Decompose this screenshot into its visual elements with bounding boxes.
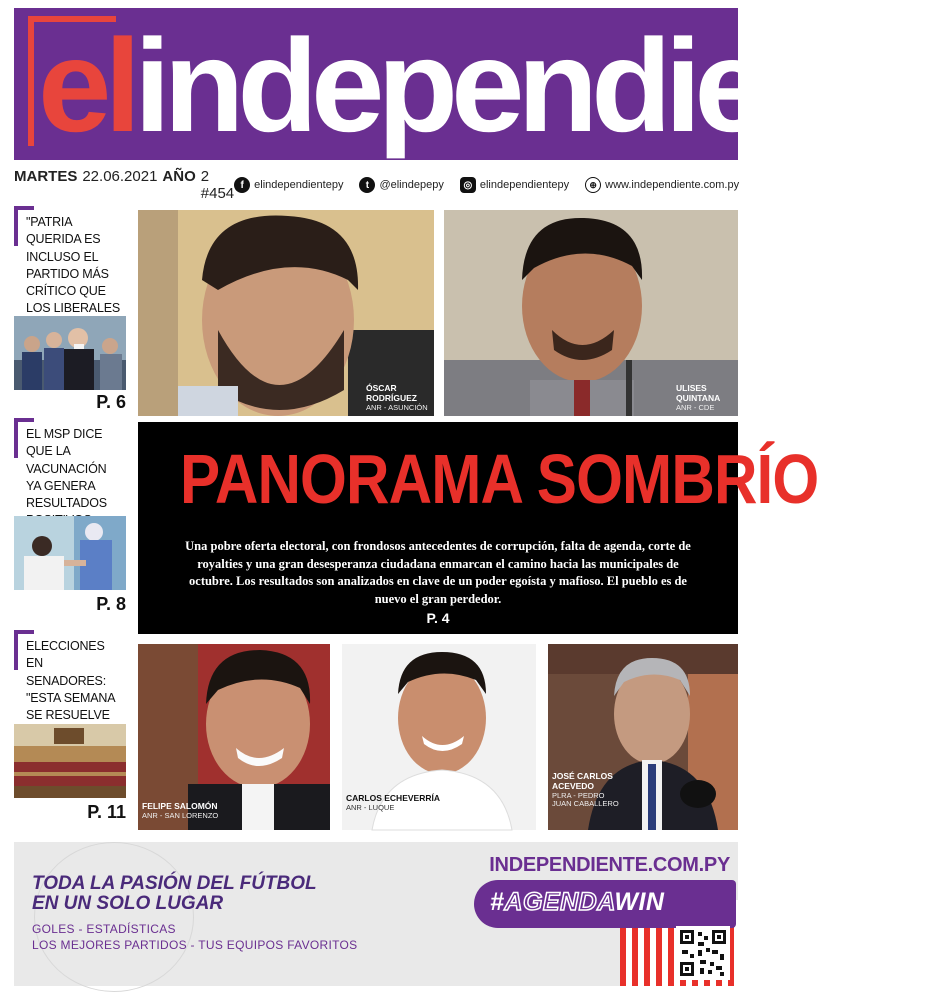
instagram-label: elindependientepy [479,179,570,191]
caption-name: FELIPE SALOMÓN [142,801,218,811]
logo-rest: independiente [134,12,938,159]
instagram-icon: ◎ [460,177,476,193]
caption-role: ANR - CDE [676,402,715,412]
photo-ulises-quintana[interactable] [444,210,738,416]
date-bar [14,168,740,202]
banner-title-line1: TODA LA PASIÓN DEL FÚTBOL [32,873,317,894]
caption [142,802,218,820]
banner-sub-line1: GOLES - ESTADÍSTICAS [32,922,176,936]
logo-el: el [38,12,135,159]
teaser-bracket [14,630,34,670]
teaser-page-ref: P. 11 [87,802,126,822]
website-link[interactable] [585,177,739,193]
teaser-elecciones-senadores[interactable] [14,630,126,830]
year-label: AÑO [162,168,196,185]
facebook-link[interactable] [234,177,343,193]
headline: PANORAMA SOMBRÍO [180,440,819,518]
issue-number: 2 #454 [200,168,235,202]
facebook-icon: f [234,177,250,193]
teaser-text: "PATRIA QUERIDA ES INCLUSO EL PARTIDO MÁS CRÍTICO QUE LOS LIBERALES [26,215,120,316]
hashtag-symbol: # [490,888,505,916]
caption [552,772,622,809]
banner-title-line2: EN UN SOLO LUGAR [32,892,224,914]
social-links [234,177,739,193]
caption-name: ULISES QUINTANA [676,383,721,403]
teaser-page-ref: P. 6 [96,392,126,412]
day: MARTES [14,168,78,185]
teaser-bracket [14,418,34,458]
headline-deck: Una pobre oferta electoral, con frondosos antecedentes de corrupción, falta de agenda, corte de royalties y una gran desesperanza ciudadana enmarcan el camino hacia las municipales de octubre. Los resultados son analizados en clave de un poder egoísta y mafioso. El pueblo es de nuevo el gran perdedor. [185,539,691,606]
masthead [14,8,938,160]
facebook-label: elindependientepy [254,179,344,191]
banner-url-link[interactable]: INDEPENDIENTE.COM.PY [489,854,730,876]
caption-role: ANR - ASUNCIÓN [366,402,428,412]
football-ad-banner[interactable] [14,842,738,986]
caption-name: ÓSCAR RODRÍGUEZ [366,383,417,403]
teaser-patria-querida[interactable] [14,206,126,416]
teaser-msp-vacunacion[interactable] [14,418,126,618]
teaser-photo-senate [14,724,126,798]
twitter-icon: t [359,177,375,193]
hashtag-text [490,888,664,917]
caption-name: CARLOS ECHEVERRÍA [346,793,440,803]
hashtag-agenda: AGENDA [504,888,615,916]
photo-oscar-rodriguez[interactable] [138,210,434,416]
hashtag-win: WIN [614,888,665,916]
photo-jose-carlos-acevedo[interactable] [548,644,738,830]
photo-carlos-echeverria[interactable] [342,644,536,830]
caption-name: JOSÉ CARLOS ACEVEDO [552,771,613,791]
qr-code-icon[interactable] [676,926,730,980]
instagram-link[interactable] [460,177,569,193]
teaser-page-ref: P. 8 [96,594,126,614]
banner-title [32,874,317,914]
banner-subtitle [32,922,358,953]
website-label: www.independiente.com.py [605,179,740,191]
teaser-text: ELECCIONES EN SENADORES: "ESTA SEMANA SE RESUELVE [26,639,115,722]
caption-role: ANR - SAN LORENZO [142,810,219,820]
twitter-label: @elindepepy [379,179,444,191]
photo-felipe-salomon[interactable] [138,644,330,830]
teaser-text: EL MSP DICE QUE LA VACUNACIÓN YA GENERA RESULTADOS [26,427,107,510]
lead-story[interactable] [138,422,819,634]
caption [366,384,434,412]
teaser-bracket [14,206,34,246]
soccer-ball-icon [34,842,194,992]
caption [346,794,440,812]
teaser-photo-vaccination [14,516,126,590]
hashtag-pill [474,880,736,928]
date: 22.06.2021 [82,168,158,185]
banner-sub-line2: LOS MEJORES PARTIDOS - TUS EQUIPOS FAVORITOS [32,937,358,952]
caption-role: ANR - LUQUE [346,802,395,812]
web-icon: ⊕ [585,177,601,193]
twitter-link[interactable] [359,177,443,193]
caption [676,384,738,412]
newspaper-logo[interactable] [38,12,938,159]
caption-role: PLRA - PEDRO JUAN CABALLERO [552,790,619,809]
issue-info [14,168,234,202]
headline-page-ref: P. 4 [426,610,450,626]
teaser-photo-crowd [14,316,126,390]
